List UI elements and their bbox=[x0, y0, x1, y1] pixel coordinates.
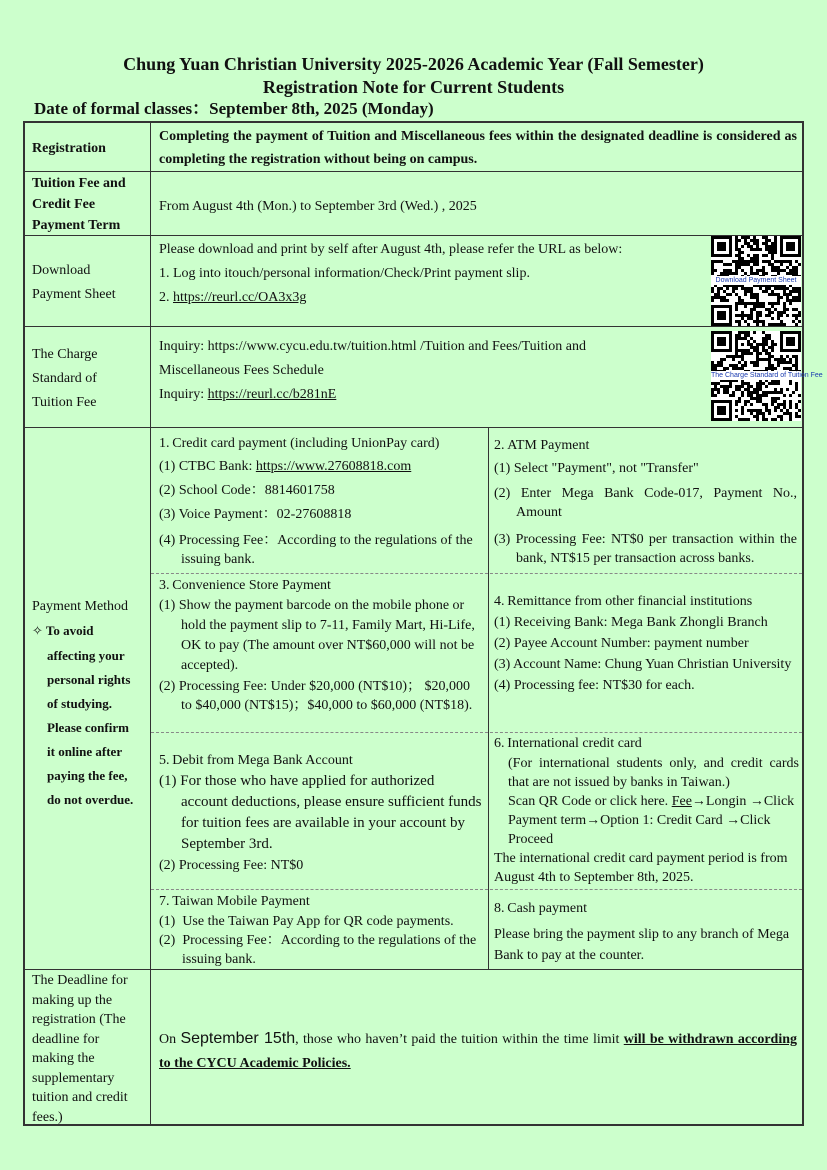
deadline-text: On September 15th, those who haven’t paid the tuition within the time limit will be withdrawn according to the CYCU Academic Policies. bbox=[159, 1030, 797, 1071]
payment-term-label: Tuition Fee and Credit Fee Payment Term bbox=[32, 176, 126, 233]
method-credit-card: 1. Credit card payment (including UnionPay card) (1) CTBC Bank: https://www.27608818.com (2) School Code：8814601758 (3) Voice Payment：02-27608818 (4) Processing Fee：According to the regulations of the issuing bank. bbox=[159, 436, 473, 567]
download-label: Download Payment Sheet bbox=[32, 263, 116, 302]
payment-note: ✧ To avoid affecting your personal rights of studying. Please confirm it online after paying the fee, do not overdue. bbox=[32, 623, 134, 807]
charge-qr-code-icon[interactable] bbox=[711, 331, 823, 421]
method-atm: 2. ATM Payment (1) Select "Payment", not "Transfer" (2) Enter Mega Bank Code-017, Payment No., Amount (3) Processing Fee: NT$0 per transaction within the bank, NT$15 per transaction across banks. bbox=[494, 438, 797, 566]
download-qr-code-icon[interactable] bbox=[711, 236, 801, 326]
deadline-label: The Deadline for making up the registration (The deadline for making the supplementary tuition and credit fees.) bbox=[32, 973, 128, 1125]
class-start-date: Date of formal classes：September 8th, 2025 (Monday) bbox=[34, 99, 434, 118]
method-international-card: 6. International credit card (For international students only, and credit cards that are not issued by banks in Taiwan.) Scan QR Code or click here. Fee→Longin →Click Payment term→Option 1: Credit Card →Click Proceed The international credit card payment period is from August 4th to September 8th, 2025. bbox=[494, 736, 799, 885]
registration-text: Completing the payment of Tuition and Miscellaneous fees within the designated deadline is considered as completing the registration without being on campus. bbox=[159, 129, 797, 167]
charge-standard-link[interactable]: https://reurl.cc/b281nE bbox=[207, 387, 337, 402]
payment-method-label: Payment Method bbox=[32, 599, 129, 614]
fee-link[interactable]: Fee bbox=[671, 794, 692, 809]
method-cash: 8. Cash payment Please bring the payment slip to any branch of Mega Bank to pay at the counter. bbox=[494, 901, 790, 963]
method-taiwan-mobile: 7. Taiwan Mobile Payment (1) Use the Taiwan Pay App for QR code payments. (2) Processing Fee：According to the regulations of the issuing bank. bbox=[159, 894, 477, 967]
download-instructions: Please download and print by self after August 4th, please refer the URL as below: 1. Log into itouch/personal information/Check/Print payment slip. 2. https://reurl.cc/OA3x3g bbox=[159, 242, 623, 305]
document-subtitle: Registration Note for Current Students bbox=[262, 77, 565, 97]
charge-qr-caption: The Charge Standard of Tuition Fee bbox=[711, 372, 823, 379]
registration-label: Registration bbox=[32, 141, 106, 156]
document-title: Chung Yuan Christian University 2025-2026 Academic Year (Fall Semester) bbox=[123, 54, 704, 74]
download-link[interactable]: https://reurl.cc/OA3x3g bbox=[173, 290, 307, 305]
download-qr-caption: Download Payment Sheet bbox=[711, 276, 801, 285]
method-remittance: 4. Remittance from other financial institutions (1) Receiving Bank: Mega Bank Zhongli Branch (2) Payee Account Number: payment number (3) Account Name: Chung Yuan Christian University (4) Processing fee: NT$30 for each. bbox=[494, 594, 792, 693]
payment-term-text: From August 4th (Mon.) to September 3rd (Wed.) , 2025 bbox=[159, 199, 477, 214]
registration-table bbox=[23, 121, 823, 1126]
sparkle-icon: ✧ bbox=[32, 624, 43, 639]
charge-standard-text: Inquiry: https://www.cycu.edu.tw/tuition.html /Tuition and Fees/Tuition and Miscellaneous Fees Schedule Inquiry: https://reurl.cc/b281nE bbox=[159, 339, 587, 402]
ctbc-link[interactable]: https://www.27608818.com bbox=[255, 459, 412, 474]
method-debit-mega-bank: 5. Debit from Mega Bank Account (1) For those who have applied for authorized account deductions, please ensure sufficient funds for tuition fees are available in your account by September 3rd. (2) Processing Fee: NT$0 bbox=[159, 753, 482, 873]
charge-standard-label: The Charge Standard of Tuition Fee bbox=[32, 347, 98, 410]
method-convenience-store: 3. Convenience Store Payment (1) Show the payment barcode on the mobile phone or hold the payment slip to 7-11, Family Mart, Hi-Life, OK to pay (The amount over NT$60,000 will not be accepted). (2) Processing Fee: Under $20,000 (NT$10)； $20,000 to $40,000 (NT$15)；$40,000 to $60,000 (NT$18). bbox=[159, 578, 475, 713]
